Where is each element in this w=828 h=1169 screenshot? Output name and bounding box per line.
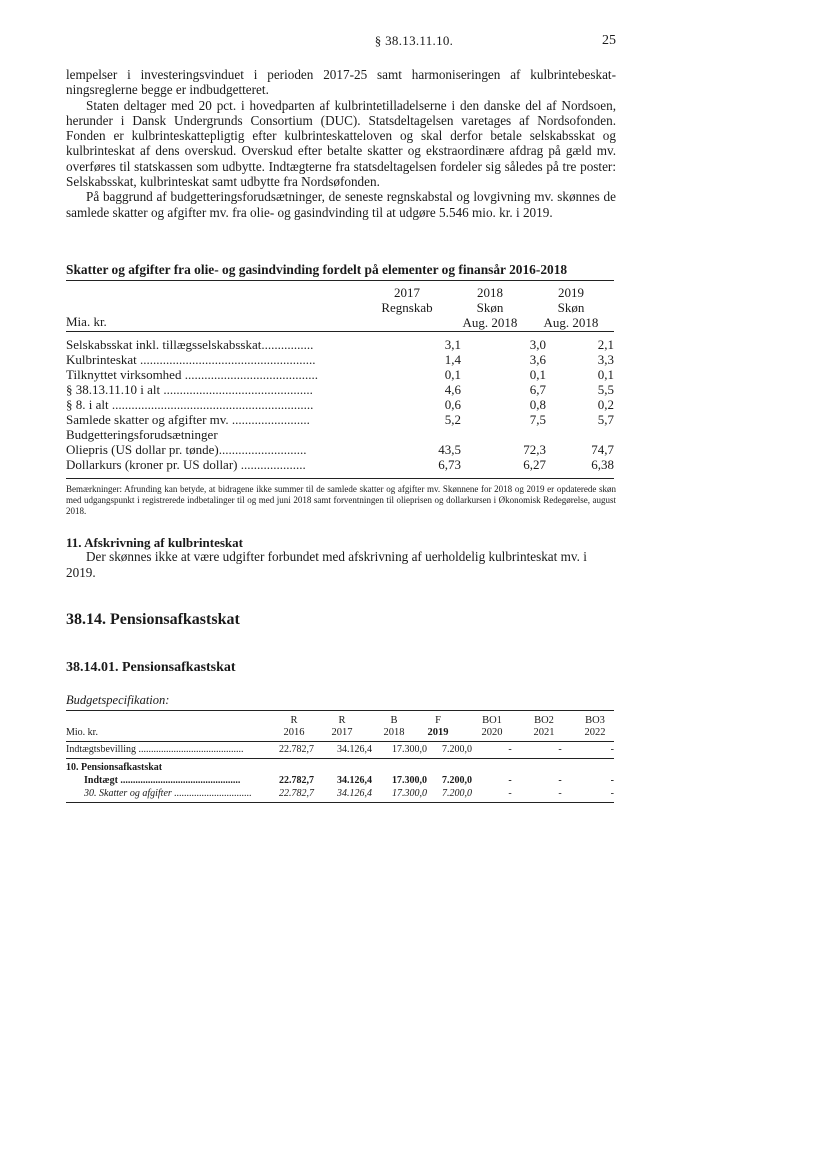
page-number: 25 [602, 33, 616, 48]
running-header-section: § 38.13.11.10. [374, 33, 454, 48]
col-year: 2019 [558, 285, 584, 300]
col-year: 2018 [477, 285, 503, 300]
table2-unit: Mio. kr. [66, 727, 98, 738]
cell-2017: 5,2 [444, 412, 461, 427]
cell: 7.200,0 [442, 775, 472, 786]
cell: 22.782,7 [279, 788, 314, 799]
table1-head-rule [66, 331, 614, 332]
col-year: 2018 [383, 727, 405, 738]
cell-2019: 5,7 [597, 412, 614, 427]
row-label: § 38.13.11.10 i alt .............................................. [66, 382, 313, 397]
row-label: 10. Pensionsafkastskat [66, 762, 163, 773]
table1-col-2019 [533, 285, 609, 330]
paragraph-1: lempelser i investeringsvinduet i perioden 2017-25 samt harmoniseringen af kulbrintebeskatningsreglerne begge er indbudgetteret. [66, 67, 616, 98]
cell-2018: 0,1 [529, 367, 546, 382]
col-year: 2017 [331, 727, 353, 738]
cell-2018: 0,8 [529, 397, 546, 412]
cell: - [558, 788, 562, 799]
col-year: 2020 [481, 727, 503, 738]
table-row [66, 442, 614, 457]
table-row [66, 774, 614, 787]
cell: - [610, 744, 614, 755]
cell-2019: 3,3 [597, 352, 614, 367]
table-row [66, 382, 614, 397]
table-row [66, 352, 614, 367]
table-row [66, 337, 614, 352]
row-label: Kulbrinteskat ...................................................... [66, 352, 316, 367]
cell-2017: 0,6 [444, 397, 461, 412]
cell-2017: 4,6 [444, 382, 461, 397]
table1-top-rule [66, 280, 614, 281]
cell: 17.300,0 [392, 744, 427, 755]
cell: 17.300,0 [392, 788, 427, 799]
cell-2017: 1,4 [444, 352, 461, 367]
table1-col-2018 [455, 285, 525, 330]
col-year: 2019 [427, 727, 449, 738]
cell-2019: 0,2 [597, 397, 614, 412]
cell: 34.126,4 [337, 788, 372, 799]
row-label: Budgetteringsforudsætninger [66, 427, 218, 442]
col-code: R [338, 715, 346, 726]
row-label: Indtægt ................................................ [84, 775, 241, 786]
cell-2019: 2,1 [597, 337, 614, 352]
cell-2019: 0,1 [597, 367, 614, 382]
cell-2017: 3,1 [444, 337, 461, 352]
table-row [66, 367, 614, 382]
table-row [66, 412, 614, 427]
table-row [66, 397, 614, 412]
col-sub2: Aug. 2018 [462, 315, 518, 330]
table1-note: Bemærkninger: Afrunding kan betyde, at bidragene ikke summer til de samlede skatter og afgifter mv. Skønnene for 2018 og 2019 er opdaterede skøn med udgangspunkt i registrerede indbetalinger til og med juni 2018 samt forventningen til olieprisen og dollarkursen i Økonomisk Redegørelse, august 2018. [66, 484, 616, 516]
table1-unit: Mia. kr. [66, 314, 107, 329]
cell: 34.126,4 [337, 775, 372, 786]
table1-title: Skatter og afgifter fra olie- og gasindvinding fordelt på elementer og finansår 2016-2018 [66, 262, 568, 277]
row-label: Tilknyttet virksomhed ......................................... [66, 367, 318, 382]
cell-2018: 7,5 [529, 412, 546, 427]
table2-col-2016 [272, 715, 316, 739]
row-label: Dollarkurs (kroner pr. US dollar) .................... [66, 457, 306, 472]
cell: - [610, 788, 614, 799]
col-code: BO2 [534, 715, 554, 726]
cell-2017: 43,5 [438, 442, 461, 457]
budget-specification-label: Budgetspecifikation: [66, 693, 170, 707]
cell: 22.782,7 [279, 744, 314, 755]
table-row [66, 761, 614, 774]
col-code: BO1 [482, 715, 502, 726]
table-row [66, 427, 614, 442]
table-row [66, 743, 614, 756]
table2-head-rule [66, 741, 614, 742]
col-sub1: Skøn [476, 300, 504, 315]
col-year: 2022 [584, 727, 606, 738]
col-code: BO3 [585, 715, 605, 726]
cell-2017: 6,73 [438, 457, 461, 472]
col-sub2: Aug. 2018 [543, 315, 599, 330]
cell-2019: 6,38 [591, 457, 614, 472]
table2-col-2019 [416, 715, 460, 739]
row-label: § 8. i alt .............................................................. [66, 397, 314, 412]
cell-2017: 0,1 [444, 367, 461, 382]
cell-2018: 72,3 [523, 442, 546, 457]
table-row [66, 787, 614, 800]
table2-col-2020 [470, 715, 514, 739]
intro-text [66, 67, 616, 220]
cell: 34.126,4 [337, 744, 372, 755]
col-code: B [390, 715, 398, 726]
cell: 17.300,0 [392, 775, 427, 786]
row-label: Samlede skatter og afgifter mv. ........................ [66, 412, 310, 427]
cell: - [558, 775, 562, 786]
table1-bottom-rule [66, 478, 614, 479]
cell: - [508, 788, 512, 799]
table2-row-rule [66, 758, 614, 759]
table2-col-2018 [372, 715, 416, 739]
paragraph-3: På baggrund af budgetteringsforudsætninger, de seneste regnskabstal og lovgivning mv. skønnes de samlede skatter og afgifter mv. fra olie- og gasindvinding til at udgøre 5.546 mio. kr. i 2019. [66, 189, 616, 220]
section-11-title: 11. Afskrivning af kulbrinteskat [66, 535, 243, 550]
col-sub1: Regnskab [381, 300, 433, 315]
col-code: F [435, 715, 441, 726]
col-year: 2016 [283, 727, 305, 738]
cell: 7.200,0 [442, 788, 472, 799]
cell: 7.200,0 [442, 744, 472, 755]
row-label: Indtægtsbevilling .......................................... [66, 744, 244, 755]
table-row [66, 457, 614, 472]
cell: - [508, 775, 512, 786]
table2-bottom-rule [66, 802, 614, 803]
section-11-text: Der skønnes ikke at være udgifter forbundet med afskrivning af uerholdelig kulbrinteskat mv. i 2019. [66, 549, 587, 580]
cell-2018: 6,7 [529, 382, 546, 397]
table2-top-rule [66, 710, 614, 711]
row-label: Oliepris (US dollar pr. tønde)........................... [66, 442, 307, 457]
cell: - [508, 744, 512, 755]
cell: 22.782,7 [279, 775, 314, 786]
cell-2018: 3,0 [529, 337, 546, 352]
col-code: R [290, 715, 298, 726]
cell-2019: 74,7 [591, 442, 614, 457]
table2-col-2021 [522, 715, 566, 739]
col-year: 2017 [394, 285, 420, 300]
cell: - [558, 744, 562, 755]
cell: - [610, 775, 614, 786]
heading-38-14-01: 38.14.01. Pensionsafkastskat [66, 660, 236, 675]
paragraph-2: Staten deltager med 20 pct. i hovedparten af kulbrintetilladelserne i den danske del af Nordsoen, herunder i Dansk Undergrunds Consortium (DUC). Statsdeltagelsen varetages af Nordsofonden. Fonden er kulbrinteskattepligtig efter kulbrinteskatteloven og skal derfor betale selskabsskat og kulbrinteskat af dens overskud. Overskud efter betalte skatter og ekstraordinære afdrag på gæld mv. overføres til statskassen som udbytte. Indtægterne fra statsdeltagelsen fordeler sig således på tre poster: Selskabsskat, kulbrinteskat samt udbytte fra Nordsøfonden. [66, 97, 616, 190]
cell-2019: 5,5 [597, 382, 614, 397]
table2-col-2022 [573, 715, 617, 739]
table2-col-2017 [320, 715, 364, 739]
heading-38-14: 38.14. Pensionsafkastskat [66, 611, 240, 628]
row-label: 30. Skatter og afgifter ............................... [84, 788, 252, 799]
cell-2018: 3,6 [529, 352, 546, 367]
cell-2018: 6,27 [523, 457, 546, 472]
row-label: Selskabsskat inkl. tillægsselskabsskat................ [66, 337, 314, 352]
col-sub1: Skøn [557, 300, 585, 315]
table1-col-2017 [372, 285, 442, 315]
col-year: 2021 [533, 727, 555, 738]
